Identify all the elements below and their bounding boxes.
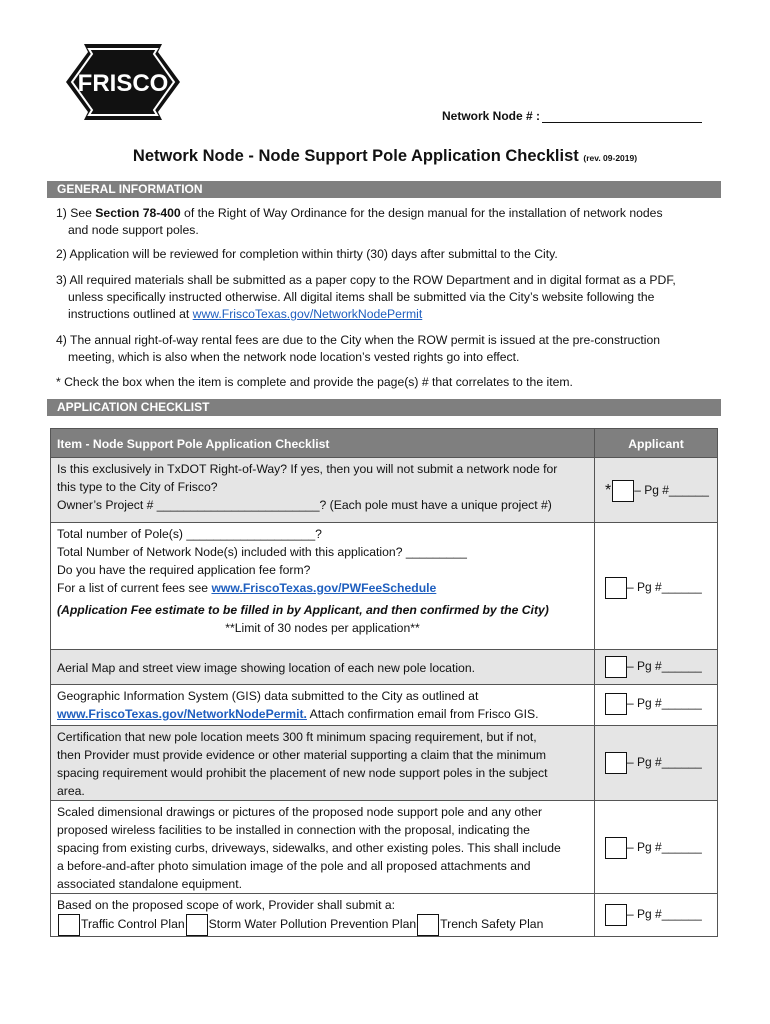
network-node-field[interactable] bbox=[442, 109, 702, 123]
table-row: Total number of Pole(s) ___________________? Total Number of Network Node(s) included with this application? _________ Do you have the required application fee form? For a list of current fees see www.FriscoTexas.gov/PWFeeSchedule (Application Fee estimate to be filled in by Applicant, and then confirmed by the City) **Limit of 30 nodes per application** – Pg #______ bbox=[51, 523, 718, 650]
frisco-logo bbox=[62, 40, 184, 124]
logo-text: FRISCO bbox=[77, 70, 169, 97]
application-checklist-heading: APPLICATION CHECKLIST bbox=[47, 399, 721, 416]
row3-checkbox[interactable] bbox=[605, 656, 627, 678]
general-item-1: 1) See Section 78-400 of the Right of Way Ordinance for the design manual for the installation of network nodes and node support poles. bbox=[56, 206, 663, 237]
fee-schedule-link[interactable]: www.FriscoTexas.gov/PWFeeSchedule bbox=[211, 581, 437, 595]
table-header-row bbox=[51, 429, 718, 458]
table-row: Scaled dimensional drawings or pictures of the proposed node support pole and any other proposed wireless facilities to be installed in connection with the proposal, indicating the spacing from existing curbs, driveways, sidewalks, and other existing poles. This shall include a before-and-after photo simulation image of the pole and all proposed attachments and associated standalone equipment. – Pg #______ bbox=[51, 801, 718, 894]
row4-checkbox[interactable] bbox=[605, 693, 627, 715]
table-row: Certification that new pole location meets 300 ft minimum spacing requirement, but if not, then Provider must provide evidence or other material supporting a claim that the minimum spacing requirement would prohibit the placement of new node support poles in the subject area. – Pg #______ bbox=[51, 726, 718, 801]
network-node-blank[interactable] bbox=[542, 110, 702, 123]
general-item-4: 4) The annual right-of-way rental fees are due to the City when the ROW permit is issued at the pre-construction meeting, which is also when the network node location’s vested rights go into effect. bbox=[56, 333, 661, 364]
row5-checkbox[interactable] bbox=[605, 752, 627, 774]
title-text: Network Node - Node Support Pole Application Checklist bbox=[132, 147, 579, 165]
general-item-2: 2) Application will be reviewed for completion within thirty (30) days after submittal to the City. bbox=[56, 247, 558, 261]
row6-checkbox[interactable] bbox=[605, 837, 627, 859]
trench-safety-checkbox[interactable] bbox=[417, 914, 439, 936]
col-item-header: Item - Node Support Pole Application Checklist bbox=[51, 429, 595, 458]
table-row: Based on the proposed scope of work, Provider shall submit a: Traffic Control Plan Storm Water Pollution Prevention Plan Trench Safety Plan – Pg #______ bbox=[51, 894, 718, 937]
general-item-3: 3) All required materials shall be submitted as a paper copy to the ROW Department and in digital format as a PDF, unless specifically instructed otherwise. All digital items shall be submitted via the City’s website following the instructions outlined at www.FriscoTexas.gov/NetworkNodePermit bbox=[56, 273, 676, 321]
col-applicant-header: Applicant bbox=[595, 429, 718, 458]
page-title bbox=[0, 147, 770, 166]
network-node-permit-link[interactable]: www.FriscoTexas.gov/NetworkNodePermit bbox=[192, 307, 423, 321]
gis-permit-link[interactable]: www.FriscoTexas.gov/NetworkNodePermit. bbox=[57, 707, 307, 721]
row1-checkbox[interactable] bbox=[612, 480, 634, 502]
general-note: * Check the box when the item is complete and provide the page(s) # that correlates to the item. bbox=[56, 375, 573, 389]
table-row: Geographic Information System (GIS) data submitted to the City as outlined at www.FriscoTexas.gov/NetworkNodePermit. Attach confirmation email from Frisco GIS. – Pg #______ bbox=[51, 685, 718, 726]
checklist-table bbox=[50, 428, 718, 937]
table-row: Is this exclusively in TxDOT Right-of-Way? If yes, then you will not submit a network node for this type to the City of Frisco? Owner’s Project # ________________________? (Each pole must have a unique project #) * – Pg #______ bbox=[51, 458, 718, 523]
general-info-heading: GENERAL INFORMATION bbox=[47, 181, 721, 198]
table-row: Aerial Map and street view image showing location of each new pole location. – Pg #______ bbox=[51, 650, 718, 685]
traffic-control-checkbox[interactable] bbox=[58, 914, 80, 936]
network-node-label: Network Node # : bbox=[442, 109, 541, 123]
revision-text: (rev. 09-2019) bbox=[583, 153, 638, 163]
row2-checkbox[interactable] bbox=[605, 577, 627, 599]
row7-checkbox[interactable] bbox=[605, 904, 627, 926]
storm-water-checkbox[interactable] bbox=[186, 914, 208, 936]
